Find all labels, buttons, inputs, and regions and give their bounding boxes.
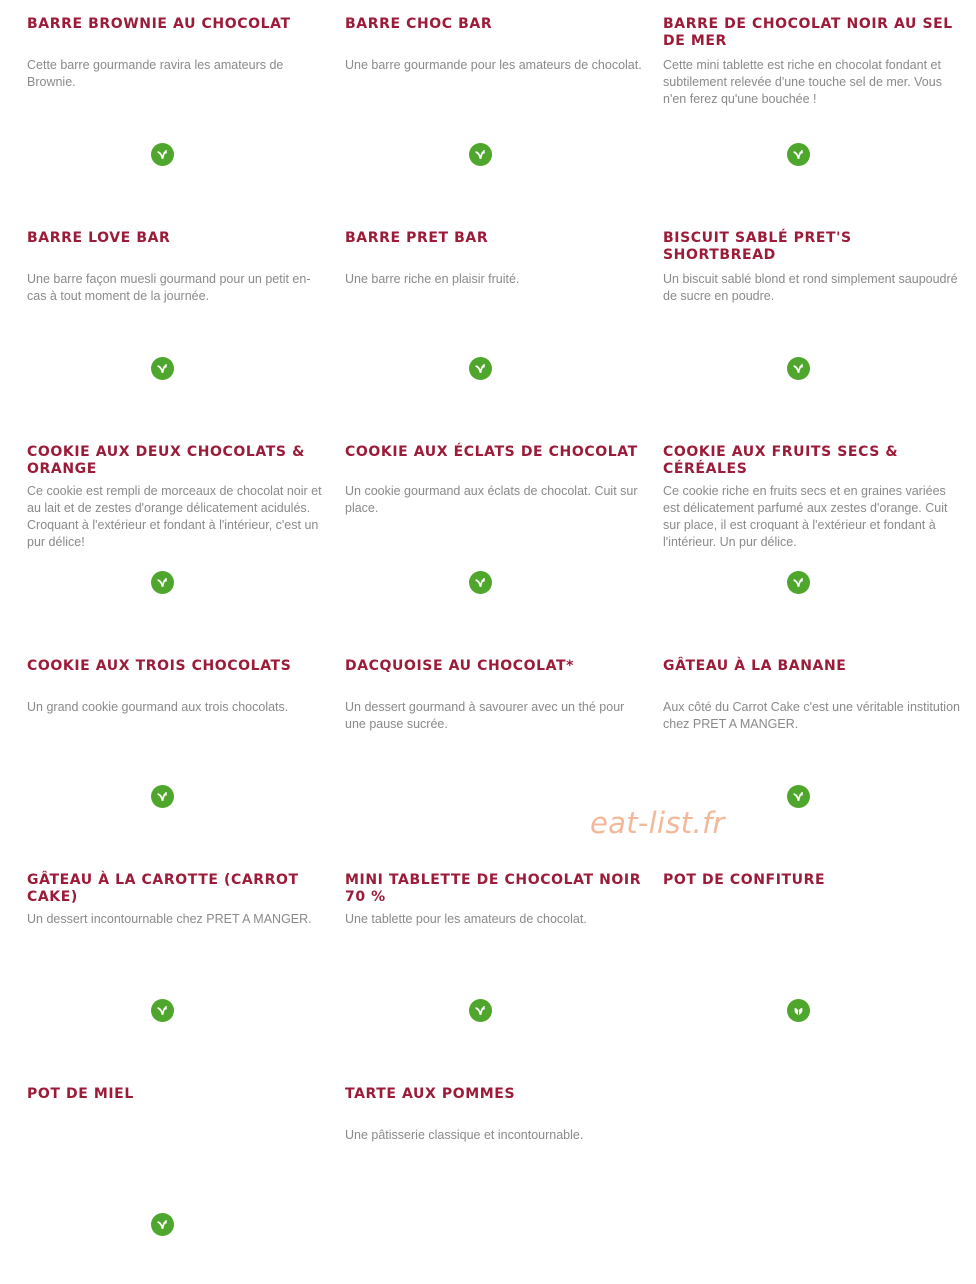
- product-title[interactable]: BARRE BROWNIE AU CHOCOLAT: [27, 16, 291, 32]
- product-title[interactable]: BISCUIT SABLÉ PRET'S SHORTBREAD: [663, 230, 852, 263]
- vegetarian-icon: [787, 571, 810, 594]
- product-description: Un cookie gourmand aux éclats de chocolat. Cuit sur place.: [345, 484, 638, 515]
- vegetarian-icon: [151, 143, 174, 166]
- vegetarian-icon: [151, 571, 174, 594]
- product-description: Aux côté du Carrot Cake c'est une véritable institution chez PRET A MANGER.: [663, 700, 960, 731]
- product-title[interactable]: MINI TABLETTE DE CHOCOLAT NOIR 70 %: [345, 872, 642, 905]
- product-title[interactable]: BARRE DE CHOCOLAT NOIR AU SEL DE MER: [663, 16, 953, 49]
- product-description: Une barre façon muesli gourmand pour un petit en-cas à tout moment de la journée.: [27, 272, 311, 303]
- product-title[interactable]: COOKIE AUX TROIS CHOCOLATS: [27, 658, 292, 674]
- product-grid: [18, 0, 972, 1284]
- product-card[interactable]: [336, 0, 654, 214]
- vegetarian-icon: [787, 143, 810, 166]
- product-description: Ce cookie est rempli de morceaux de chocolat noir et au lait et de zestes d'orange délicatement acidulés. Croquant à l'extérieur et fondant à l'intérieur, c'est un pur délice!: [27, 484, 322, 549]
- product-card[interactable]: [18, 428, 336, 642]
- product-card[interactable]: [18, 642, 336, 856]
- product-title[interactable]: BARRE LOVE BAR: [27, 230, 171, 246]
- product-description: Un dessert gourmand à savourer avec un thé pour une pause sucrée.: [345, 700, 625, 731]
- product-description: Un grand cookie gourmand aux trois chocolats.: [27, 700, 289, 714]
- watermark: eat-list.fr: [590, 806, 725, 840]
- product-card[interactable]: [18, 0, 336, 214]
- vegetarian-icon: [151, 785, 174, 808]
- product-card[interactable]: [336, 856, 654, 1070]
- vegetarian-icon: [151, 999, 174, 1022]
- product-description: Un dessert incontournable chez PRET A MANGER.: [27, 912, 312, 926]
- product-title[interactable]: POT DE MIEL: [27, 1086, 134, 1102]
- vegetarian-icon: [151, 1213, 174, 1236]
- product-title[interactable]: BARRE PRET BAR: [345, 230, 489, 246]
- vegetarian-icon: [151, 357, 174, 380]
- product-card[interactable]: [654, 856, 972, 1070]
- product-card[interactable]: [336, 428, 654, 642]
- product-title[interactable]: TARTE AUX POMMES: [345, 1086, 516, 1102]
- product-card[interactable]: [336, 1070, 654, 1284]
- product-title[interactable]: POT DE CONFITURE: [663, 872, 826, 888]
- product-description: Ce cookie riche en fruits secs et en graines variées est délicatement parfumé aux zestes d'orange. Cuit sur place, il est croquant à l'extérieur et fondant à l'intérieur. Un pur délice.: [663, 484, 948, 549]
- vegan-icon: [787, 999, 810, 1022]
- product-description: Une pâtisserie classique et incontournable.: [345, 1128, 584, 1142]
- product-description: Cette barre gourmande ravira les amateurs de Brownie.: [27, 58, 284, 89]
- product-description: Une tablette pour les amateurs de chocolat.: [345, 912, 587, 926]
- product-card[interactable]: [18, 214, 336, 428]
- product-title[interactable]: GÂTEAU À LA CAROTTE (CARROT CAKE): [27, 872, 299, 905]
- product-card[interactable]: [654, 0, 972, 214]
- product-title[interactable]: COOKIE AUX DEUX CHOCOLATS & ORANGE: [27, 444, 305, 477]
- product-description: Un biscuit sablé blond et rond simplement saupoudré de sucre en poudre.: [663, 272, 958, 303]
- product-card[interactable]: [654, 428, 972, 642]
- product-description: Une barre gourmande pour les amateurs de chocolat.: [345, 58, 642, 72]
- product-title[interactable]: DACQUOISE AU CHOCOLAT*: [345, 658, 575, 674]
- vegetarian-icon: [469, 143, 492, 166]
- product-description: Cette mini tablette est riche en chocolat fondant et subtilement relevée d'une touche sel de mer. Vous n'en ferez qu'une bouchée !: [663, 58, 942, 106]
- vegetarian-icon: [469, 357, 492, 380]
- product-description: Une barre riche en plaisir fruité.: [345, 272, 520, 286]
- vegetarian-icon: [787, 357, 810, 380]
- product-card[interactable]: [336, 214, 654, 428]
- product-title[interactable]: BARRE CHOC BAR: [345, 16, 493, 32]
- vegetarian-icon: [469, 999, 492, 1022]
- product-title[interactable]: COOKIE AUX FRUITS SECS & CÉRÉALES: [663, 444, 899, 477]
- vegetarian-icon: [787, 785, 810, 808]
- product-title[interactable]: GÂTEAU À LA BANANE: [663, 658, 847, 674]
- product-title[interactable]: COOKIE AUX ÉCLATS DE CHOCOLAT: [345, 444, 638, 460]
- vegetarian-icon: [469, 571, 492, 594]
- product-card[interactable]: [18, 1070, 336, 1284]
- product-card[interactable]: [18, 856, 336, 1070]
- product-card[interactable]: [654, 214, 972, 428]
